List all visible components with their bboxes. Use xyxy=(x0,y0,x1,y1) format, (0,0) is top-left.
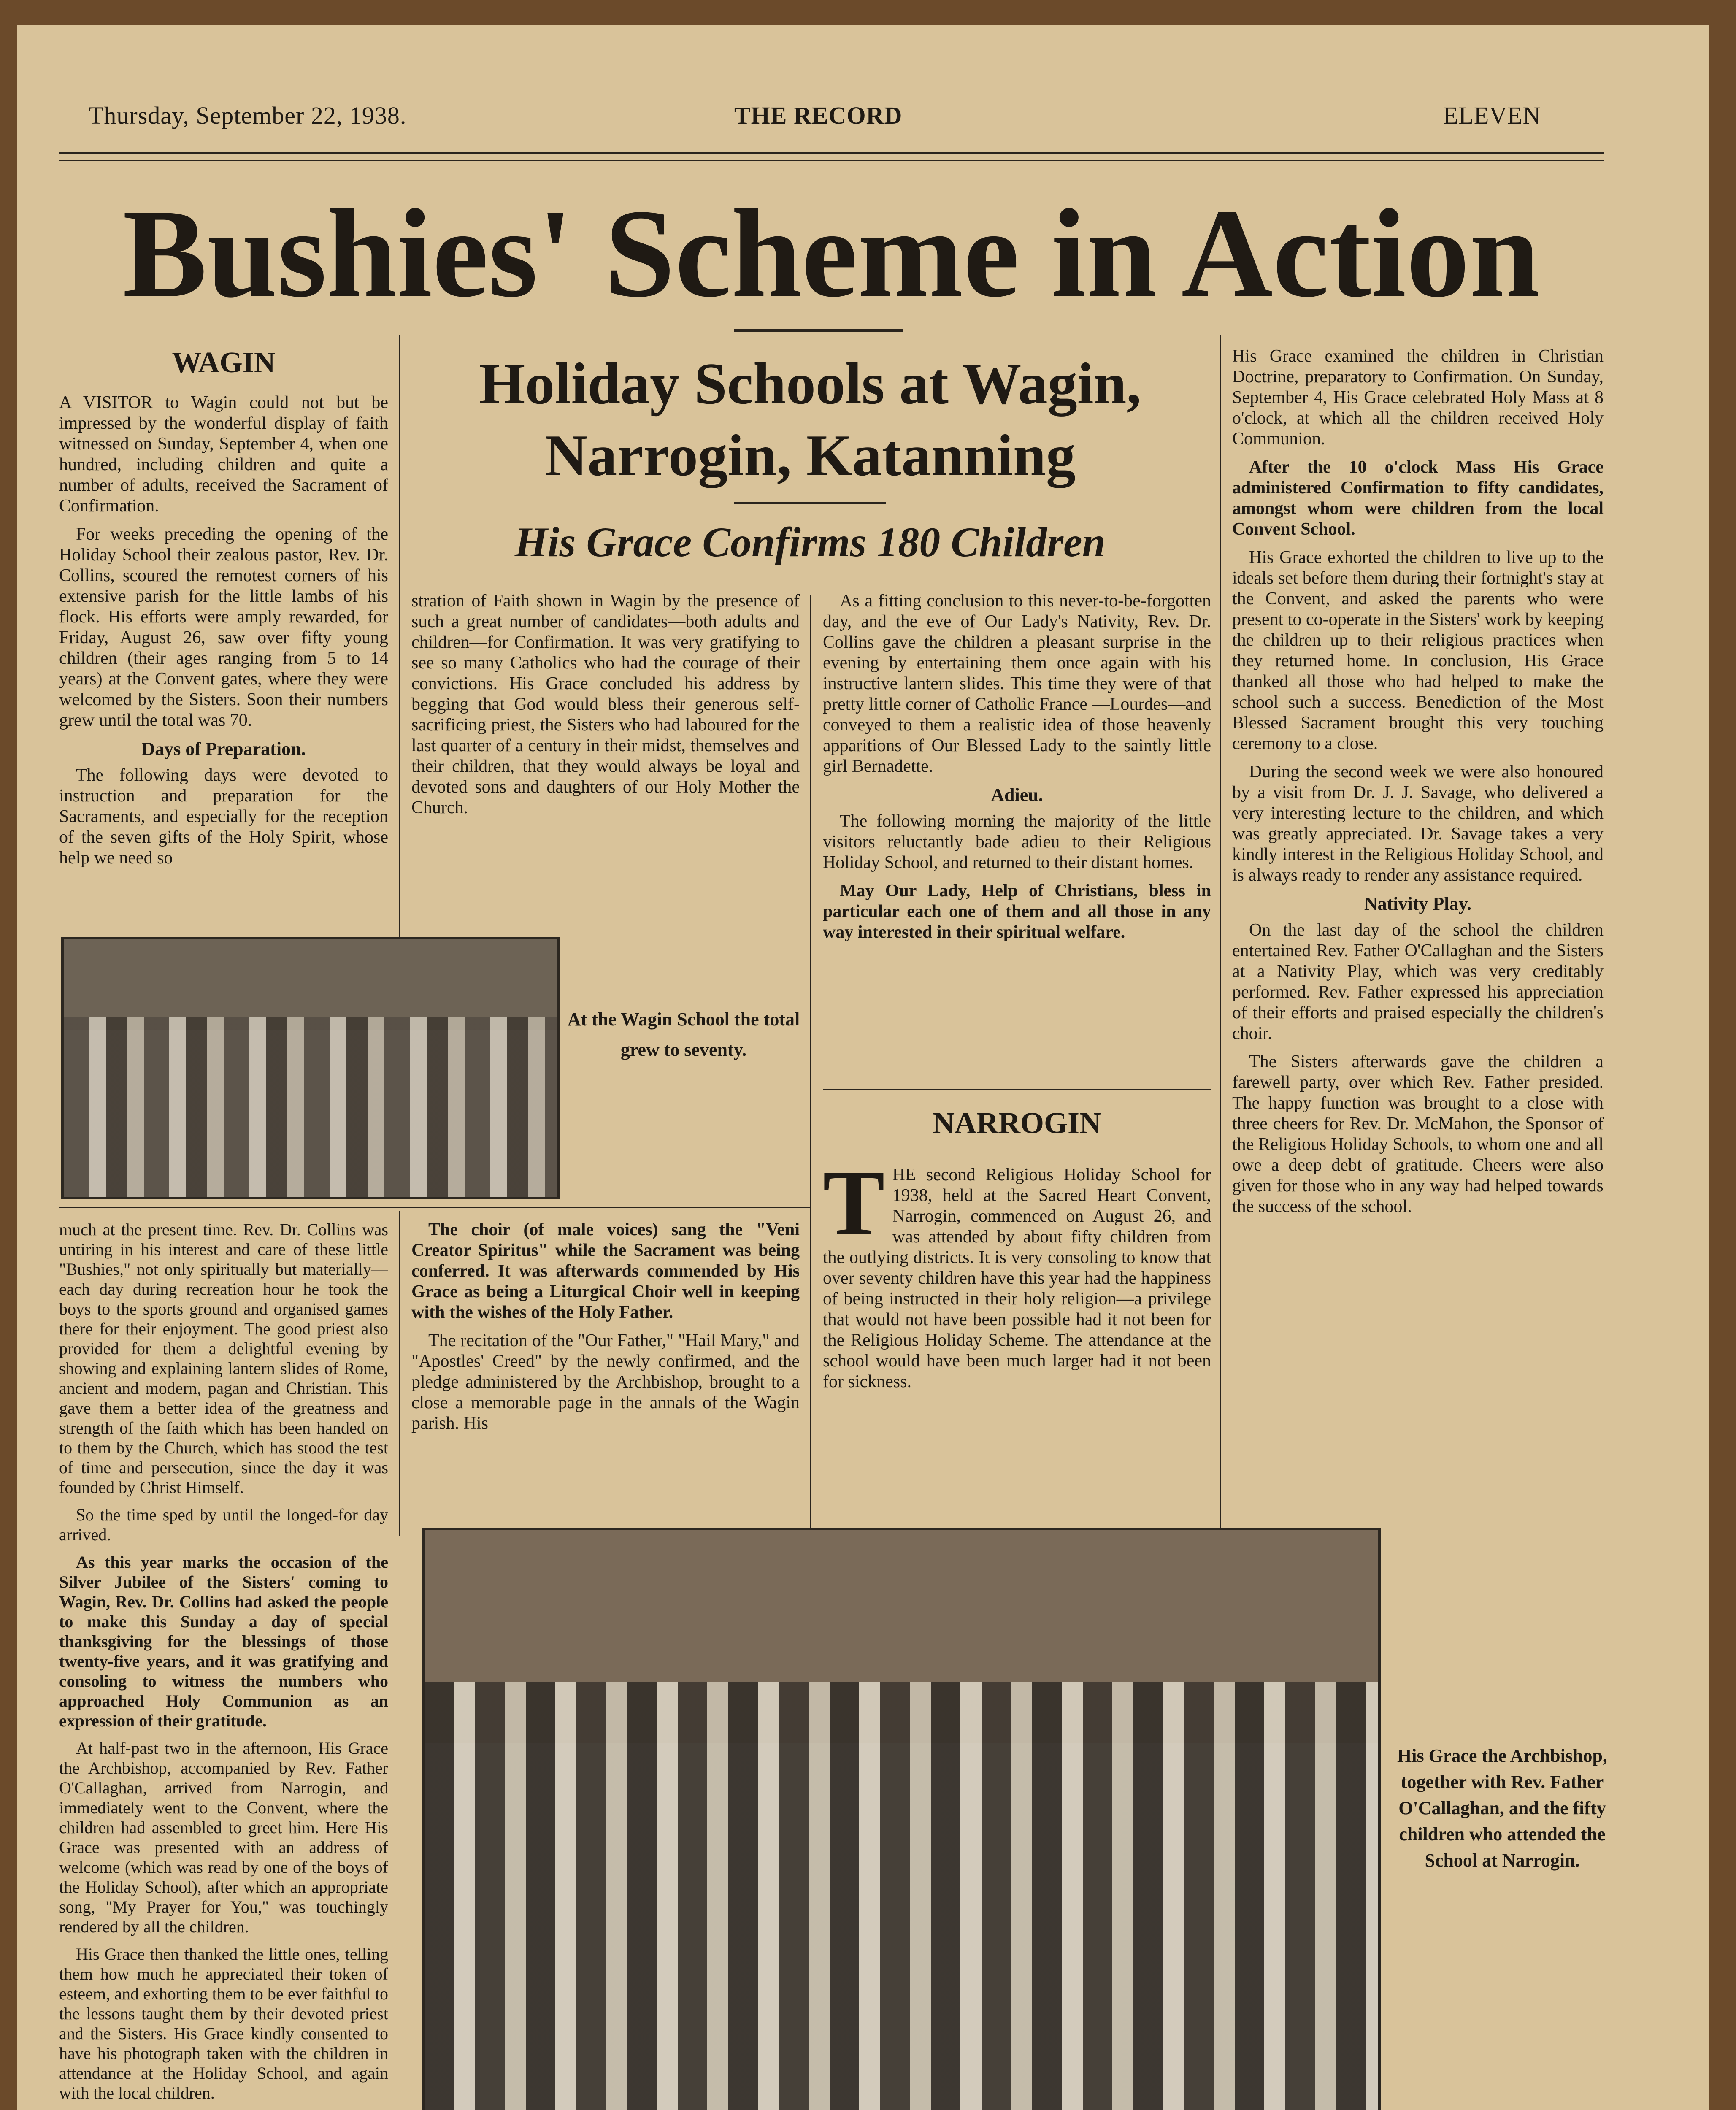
paragraph: The choir (of male voices) sang the "Veni Creator Spiritus" while the Sacrament was being conferred. It was afterwards commended by His Grace as being a Liturgical Choir well in keeping with the wishes of the Holy Father. xyxy=(411,1220,800,1322)
photo-background xyxy=(64,939,557,1030)
paragraph: May Our Lady, Help of Christians, bless in particular each one of them and all those in any way interested in their spiritual welfare. xyxy=(823,881,1211,942)
kicker-headline: His Grace Confirms 180 Children xyxy=(514,519,1106,565)
paragraph: The recitation of the "Our Father," "Hail Mary," and "Apostles' Creed" by the newly confirmed, and the pledge administered by the Archbishop, brought to a close a memorable page in the annals of the Wagin parish. His xyxy=(411,1331,800,1433)
subheading: Days of Preparation. xyxy=(141,738,306,759)
paragraph: much at the present time. Rev. Dr. Collins was untiring in his interest and care of these little "Bushies," not only spiritually but materially—each day during recreation hour he took the boys to the sports ground and organised games there for their enjoyment. The good priest also provided for them a delightful evening by showing and explaining lantern slides of Rome, ancient and modern, pagan and Christian. This gave them a better idea of the greatness and strength of the faith which has been handed on to them by the Church, which has stood the test of time and persecution, since the day it was founded by Christ Himself. xyxy=(59,1220,388,1497)
paragraph: During the second week we were also honoured by a visit from Dr. J. J. Savage, who delivered a very interesting lecture to the children, and which was greatly appreciated. Dr. Savage takes a very kindly interest in the Religious Holiday School, and is always ready to render any assistance required. xyxy=(1232,762,1604,885)
subheading: Adieu. xyxy=(991,784,1043,805)
paper-name: THE RECORD xyxy=(734,102,903,129)
header-rule-thin xyxy=(59,160,1604,161)
paragraph: At half-past two in the afternoon, His Grace the Archbishop, accompanied by Rev. Father O'Callaghan, arrived from Narrogin, and immediately went to the Convent, where the children had assembled to greet him. Here His Grace was presented with an address of welcome (which was read by one of the boys of the Holiday School), after which an appropriate song, "My Prayer for You," was touchingly rendered by all the children. xyxy=(59,1739,388,1936)
subheadline-1: Holiday Schools at Wagin, xyxy=(479,351,1141,417)
paragraph: The following morning the majority of the little visitors reluctantly bade adieu to their Religious Holiday School, and returned to their distant homes. xyxy=(823,812,1211,872)
photo-rule xyxy=(59,1207,810,1208)
photo-group xyxy=(425,1682,1378,2110)
wagin-heading: WAGIN xyxy=(172,346,276,379)
narrogin-photo-caption: His Grace the Archbishop, together with Rev. Father O'Callaghan, and the fifty children who attended the School at Narrogin. xyxy=(1397,1745,1607,1871)
paragraph: His Grace then thanked the little ones, telling them how much he appreciated their token of esteem, and exhorting them to be ever faithful to the lessons taught them by their devoted priest and the Sisters. His Grace kindly consented to have his photograph taken with the children in attendance at the Holiday School, and again with the local children. xyxy=(59,1945,388,2102)
paragraph: His Grace examined the children in Christian Doctrine, preparatory to Confirmation. On Sunday, September 4, His Grace celebrated Holy Mass at 8 o'clock, at which all the children received Holy Communion. xyxy=(1232,346,1604,449)
wagin-school-photo xyxy=(61,937,560,1199)
column-rule xyxy=(1220,335,1221,1530)
subheadline-2: Narrogin, Katanning xyxy=(545,423,1076,488)
column-rule xyxy=(810,595,811,1532)
column-2-top xyxy=(411,591,800,928)
column-rule xyxy=(399,1211,400,1536)
page-number: ELEVEN xyxy=(1443,102,1541,129)
paragraph: For weeks preceding the opening of the Holiday School their zealous pastor, Rev. Dr. Collins, scoured the remotest corners of his extensive parish for the little lambs of his flock. His efforts were amply rewarded, for Friday, August 26, saw over fifty young children (their ages ranging from 5 to 14 years) at the Convent gates, where they were welcomed by the Sisters. Soon their numbers grew until the total was 70. xyxy=(59,525,388,730)
photo-children xyxy=(64,1017,557,1197)
wagin-photo-caption: At the Wagin School the total grew to seventy. xyxy=(567,1009,800,1060)
column-3-top xyxy=(823,591,1211,1013)
column-rule xyxy=(399,335,400,947)
issue-date: Thursday, September 22, 1938. xyxy=(89,102,407,129)
paragraph: As this year marks the occasion of the Silver Jubilee of the Sisters' coming to Wagin, Rev. Dr. Collins had asked the people to make this Sunday a day of special thanksgiving for the blessings of those twenty-five years, and it was gratifying and consoling to witness the numbers who approached Holy Communion as an expression of their gratitude. xyxy=(59,1553,388,1730)
paragraph: The following days were devoted to instruction and preparation for the Sacraments, and especially for the reception of the seven gifts of the Holy Spirit, whose help we need so xyxy=(59,766,388,868)
narrogin-group-photo xyxy=(422,1528,1381,2110)
drop-cap: T xyxy=(823,1165,885,1254)
paragraph: As a fitting conclusion to this never-to-be-forgotten day, and the eve of Our Lady's Nativity, Rev. Dr. Collins gave the children a pleasant surprise in the evening by entertaining them once again with his instructive lantern slides. This time they were of that pretty little corner of Catholic France —Lourdes—and conveyed to them a realistic idea of those heavenly apparitions of Our Blessed Lady to the saintly little girl Bernadette. xyxy=(823,591,1211,776)
column-1-lower xyxy=(59,1220,388,2110)
column-4-top xyxy=(1232,346,1604,1528)
paragraph: A VISITOR to Wagin could not but be impressed by the wonderful display of faith witnessed on Sunday, September 4, when one hundred, including children and quite a number of adults, received the Sacrament of Confirmation. xyxy=(59,393,388,516)
narrogin-column xyxy=(823,1165,1211,1528)
headline-dash xyxy=(734,329,903,332)
header-rule xyxy=(59,152,1604,154)
main-headline: Bushies' Scheme in Action xyxy=(122,183,1540,323)
paragraph: stration of Faith shown in Wagin by the presence of such a great number of candidates—both adults and children—for Confirmation. It was very gratifying to see so many Catholics who had the courage of their convictions. His Grace concluded his address by begging that God would bless their generous self-sacrificing priest, the Sisters who had laboured for the last quarter of a century in their midst, themselves and their children, that they would always be loyal and devoted sons and daughters of our Holy Mother the Church. xyxy=(411,591,800,817)
paragraph: On the last day of the school the children entertained Rev. Father O'Callaghan and the Sisters at a Nativity Play, which was very creditably performed. Rev. Father expressed his appreciation of their efforts and praised especially the children's choir. xyxy=(1232,920,1604,1043)
paragraph: So the time sped by until the longed-for day arrived. xyxy=(59,1505,388,1544)
narrogin-heading: NARROGIN xyxy=(932,1106,1101,1140)
newspaper-page xyxy=(17,25,1709,2110)
paragraph: His Grace exhorted the children to live up to the ideals set before them during their fortnight's stay at the Convent, and asked the parents who were present to co-operate in the Sisters' work by keeping the children up to their religious practices when they returned home. In conclusion, His Grace thanked all those who had helped to make the school such a success. Benediction of the Most Blessed Sacrament brought this very touching ceremony to a close. xyxy=(1232,548,1604,753)
section-rule xyxy=(823,1089,1211,1090)
column-2-middle xyxy=(411,1220,800,1532)
subheading: Nativity Play. xyxy=(1364,893,1472,914)
paragraph: After the 10 o'clock Mass His Grace administered Confirmation to fifty candidates, amongst whom were children from the local Convent School. xyxy=(1232,457,1604,539)
wagin-column xyxy=(59,392,388,941)
paragraph: The Sisters afterwards gave the children a farewell party, over which Rev. Father presided. The happy function was brought to a close with three cheers for Rev. Dr. McMahon, the Sponsor of the Religious Holiday Schools, to whom one and all owe a deep debt of gratitude. Cheers were also given for those who in any way had helped towards the success of the school. xyxy=(1232,1052,1604,1216)
paragraph: HE second Religious Holiday School for 1938, held at the Sacred Heart Convent, Narrogin, commenced on August 26, and was attended by about fifty children from the outlying districts. It is very consoling to know that over seventy children have this year had the happiness of being instructed in their holy religion—a privilege that would not have been possible had it not been for the Religious Holiday Scheme. The attendance at the school would have been much larger had it not been for sickness. xyxy=(823,1165,1211,1391)
kicker-rule xyxy=(734,502,886,504)
